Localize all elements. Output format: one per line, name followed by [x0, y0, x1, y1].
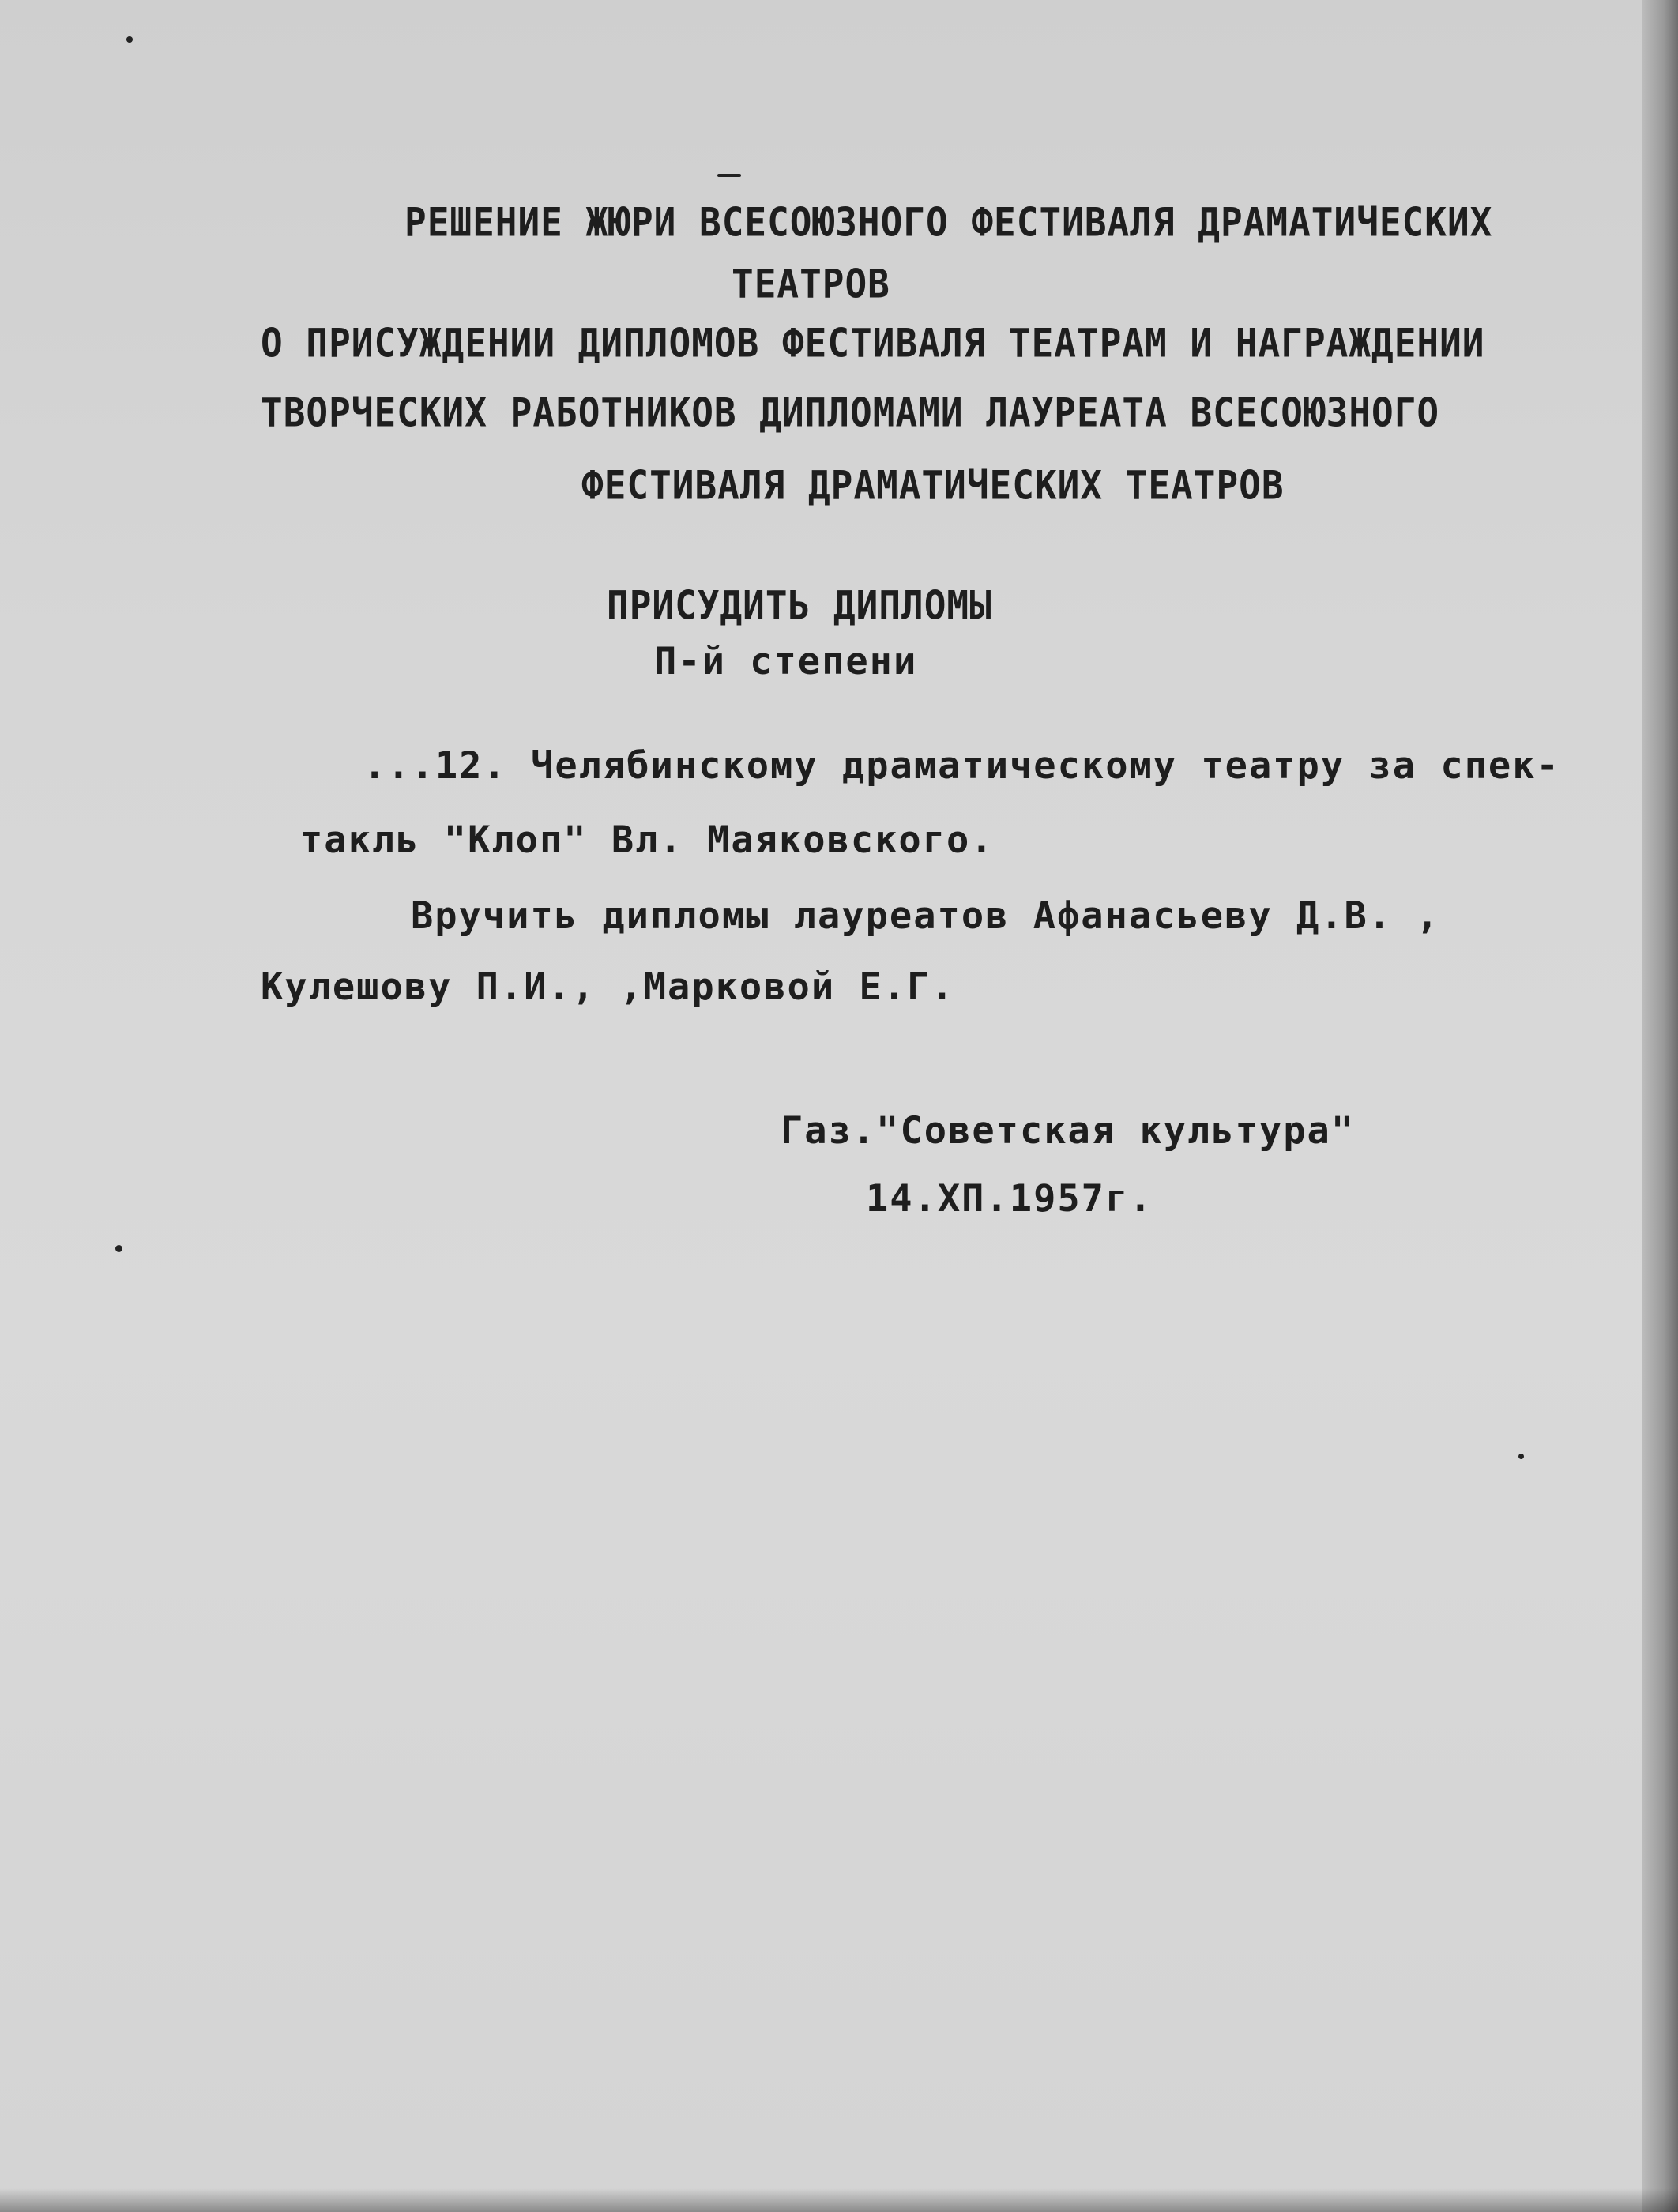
source-date: 14.ХП.1957г. — [866, 1177, 1153, 1221]
item-line-1: ...12. Челябинскому драматическому театру за спек- — [363, 744, 1560, 788]
heading-line-5: ФЕСТИВАЛЯ ДРАМАТИЧЕСКИХ ТЕАТРОВ — [581, 462, 1285, 509]
item-line-2: такль "Клоп" Вл. Маяковского. — [300, 818, 995, 862]
award-title: ПРИСУДИТЬ ДИПЛОМЫ — [607, 582, 992, 629]
paper-speck — [1518, 1454, 1524, 1459]
heading-line-4: ТВОРЧЕСКИХ РАБОТНИКОВ ДИПЛОМАМИ ЛАУРЕАТА ВСЕСОЮЗНОГО — [261, 389, 1440, 436]
paper-speck — [717, 174, 741, 177]
laureate-line-2: Кулешову П.И., ,Марковой Е.Г. — [261, 965, 955, 1009]
laureate-line-1: Вручить дипломы лауреатов Афанасьеву Д.В. , — [411, 894, 1440, 938]
heading-line-3: О ПРИСУЖДЕНИИ ДИПЛОМОВ ФЕСТИВАЛЯ ТЕАТРАМ И НАГРАЖДЕНИИ — [261, 320, 1485, 367]
source-newspaper: Газ."Советская культура" — [781, 1109, 1356, 1153]
page-bottom-shadow — [0, 2188, 1678, 2212]
award-degree: П-й степени — [654, 640, 918, 683]
paper-speck — [115, 1245, 122, 1252]
heading-line-1: РЕШЕНИЕ ЖЮРИ ВСЕСОЮЗНОГО ФЕСТИВАЛЯ ДРАМАТИЧЕСКИХ — [404, 199, 1493, 246]
paper-speck — [126, 36, 133, 43]
page-edge-shadow — [1642, 0, 1678, 2212]
heading-line-2: ТЕАТРОВ — [732, 261, 890, 307]
